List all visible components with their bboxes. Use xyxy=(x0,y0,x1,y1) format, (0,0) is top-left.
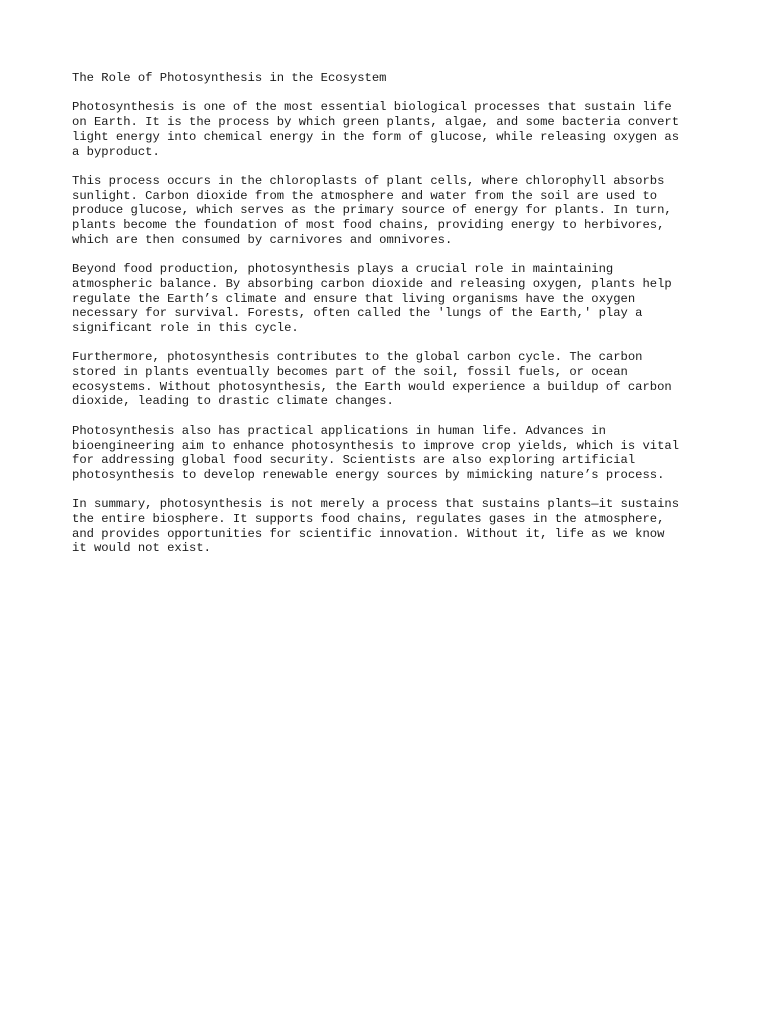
paragraph-line: Photosynthesis is one of the most essential biological processes that sustain life xyxy=(72,100,672,115)
paragraph-line: which are then consumed by carnivores and omnivores. xyxy=(72,232,453,247)
paragraph-5 xyxy=(72,424,712,483)
paragraph-3 xyxy=(72,262,712,336)
paragraph-6 xyxy=(72,497,712,556)
paragraph-line: photosynthesis to develop renewable energy sources by mimicking nature’s process. xyxy=(72,467,665,482)
paragraph-line: for addressing global food security. Scientists are also exploring artificial xyxy=(72,453,636,468)
paragraph-line: and provides opportunities for scientific innovation. Without it, life as we know xyxy=(72,526,665,541)
paragraph-line: regulate the Earth’s climate and ensure that living organisms have the oxygen xyxy=(72,291,636,306)
paragraph-line: In summary, photosynthesis is not merely a process that sustains plants—it sustains xyxy=(72,497,680,512)
paragraph-line: light energy into chemical energy in the form of glucose, while releasing oxygen as xyxy=(72,129,680,144)
paragraph-line: Beyond food production, photosynthesis plays a crucial role in maintaining xyxy=(72,262,614,277)
paragraph-line: sunlight. Carbon dioxide from the atmosphere and water from the soil are used to xyxy=(72,188,658,203)
paragraph-line: on Earth. It is the process by which green plants, algae, and some bacteria convert xyxy=(72,115,680,130)
paragraph-4 xyxy=(72,350,712,409)
document-title: The Role of Photosynthesis in the Ecosystem xyxy=(72,71,387,85)
document-page xyxy=(72,71,712,571)
paragraph-line: a byproduct. xyxy=(72,144,160,159)
paragraph-line: dioxide, leading to drastic climate changes. xyxy=(72,394,394,409)
paragraph-line: Furthermore, photosynthesis contributes to the global carbon cycle. The carbon xyxy=(72,350,643,365)
paragraph-line: necessary for survival. Forests, often called the 'lungs of the Earth,' play a xyxy=(72,306,643,321)
paragraph-line: stored in plants eventually becomes part of the soil, fossil fuels, or ocean xyxy=(72,365,628,379)
paragraph-line: the entire biosphere. It supports food chains, regulates gases in the atmosphere, xyxy=(72,512,665,526)
paragraph-line: atmospheric balance. By absorbing carbon dioxide and releasing oxygen, plants help xyxy=(72,276,672,291)
paragraph-line: This process occurs in the chloroplasts of plant cells, where chlorophyll absorbs xyxy=(72,173,665,188)
paragraph-line: produce glucose, which serves as the primary source of energy for plants. In turn, xyxy=(72,203,672,218)
paragraph-line: bioengineering aim to enhance photosynthesis to improve crop yields, which is vital xyxy=(72,438,680,453)
paragraph-2 xyxy=(72,174,712,248)
paragraph-line: significant role in this cycle. xyxy=(72,320,299,335)
paragraph-line: Photosynthesis also has practical applications in human life. Advances in xyxy=(72,423,606,438)
paragraph-line: ecosystems. Without photosynthesis, the Earth would experience a buildup of carbon xyxy=(72,379,672,394)
paragraph-1 xyxy=(72,100,712,159)
paragraph-line: it would not exist. xyxy=(72,541,211,556)
paragraph-line: plants become the foundation of most food chains, providing energy to herbivores, xyxy=(72,218,665,232)
